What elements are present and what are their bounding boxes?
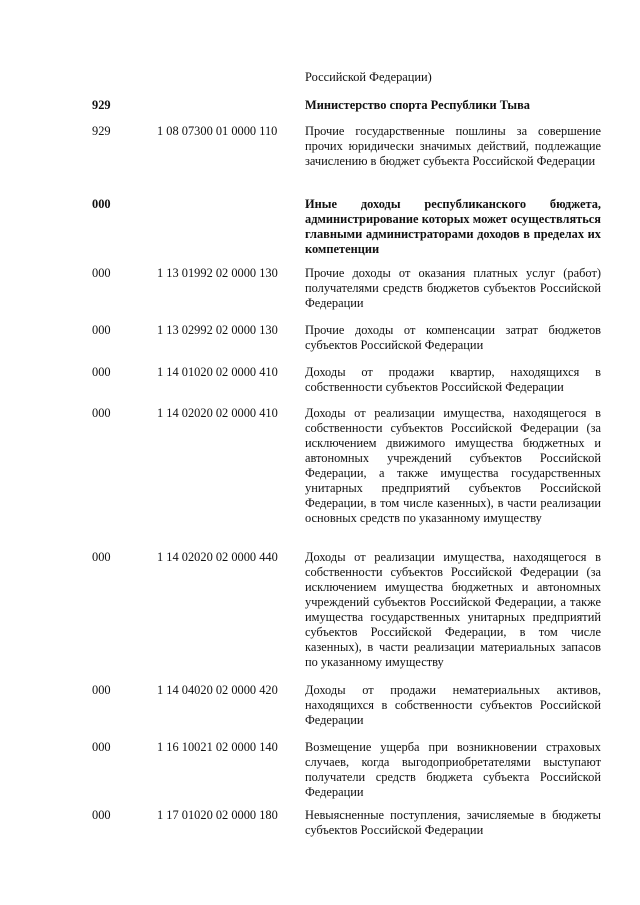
revenue-name: Возмещение ущерба при возникновении страховых случаев, когда выгодоприобретателями выступают получатели средств бюджета субъекта Российской Федерации <box>305 740 601 799</box>
budget-classification-code: 1 14 02020 02 0000 410 <box>157 406 278 420</box>
admin-code: 000 <box>92 550 111 564</box>
admin-code: 000 <box>92 266 111 280</box>
revenue-name: Министерство спорта Республики Тыва <box>305 98 530 112</box>
revenue-name: Доходы от продажи квартир, находящихся в собственности субъектов Российской Федерации <box>305 365 601 394</box>
revenue-name: Невыясненные поступления, зачисляемые в бюджеты субъектов Российской Федерации <box>305 808 601 837</box>
admin-code: 929 <box>92 124 111 138</box>
admin-code: 000 <box>92 197 111 211</box>
revenue-name: Доходы от реализации имущества, находящегося в собственности субъектов Российской Федерации (за исключением движимого имущества бюджетных и автономных учреждений субъектов Российской Федерации, а также имущества государственных унитарных предприятий субъектов Российской Федерации, в том числе казенных), в части реализации основных средств по указанному имуществу <box>305 406 601 525</box>
admin-code: 000 <box>92 406 111 420</box>
revenue-name: Доходы от продажи нематериальных активов, находящихся в собственности субъектов Российской Федерации <box>305 683 601 727</box>
budget-classification-code: 1 14 04020 02 0000 420 <box>157 683 278 697</box>
admin-code: 000 <box>92 365 111 379</box>
revenue-name: Иные доходы республиканского бюджета, администрирование которых может осуществляться главными администраторами доходов в пределах их компетенции <box>305 197 601 256</box>
revenue-name: Прочие государственные пошлины за совершение прочих юридически значимых действий, подлежащие зачислению в бюджет субъекта Российской Федерации <box>305 124 601 168</box>
revenue-name: Прочие доходы от компенсации затрат бюджетов субъектов Российской Федерации <box>305 323 601 352</box>
admin-code: 000 <box>92 740 111 754</box>
revenue-name: Доходы от реализации имущества, находящегося в собственности субъектов Российской Федерации (за исключением имущества бюджетных и автономных учреждений субъектов Российской Федерации, а также имущества государственных унитарных предприятий субъектов Российской Федерации, в том числе казенных), в части реализации материальных запасов по указанному имуществу <box>305 550 601 669</box>
revenue-name: Прочие доходы от оказания платных услуг (работ) получателями средств бюджетов субъектов Российской Федерации <box>305 266 601 310</box>
admin-code: 000 <box>92 323 111 337</box>
budget-classification-code: 1 14 01020 02 0000 410 <box>157 365 278 379</box>
admin-code: 000 <box>92 808 111 822</box>
budget-classification-code: 1 17 01020 02 0000 180 <box>157 808 278 822</box>
budget-classification-code: 1 13 01992 02 0000 130 <box>157 266 278 280</box>
budget-classification-code: 1 13 02992 02 0000 130 <box>157 323 278 337</box>
admin-code: 929 <box>92 98 111 112</box>
budget-classification-code: 1 16 10021 02 0000 140 <box>157 740 278 754</box>
budget-classification-code: 1 08 07300 01 0000 110 <box>157 124 278 138</box>
admin-code: 000 <box>92 683 111 697</box>
budget-classification-code: 1 14 02020 02 0000 440 <box>157 550 278 564</box>
continuation-text: Российской Федерации) <box>305 70 432 84</box>
